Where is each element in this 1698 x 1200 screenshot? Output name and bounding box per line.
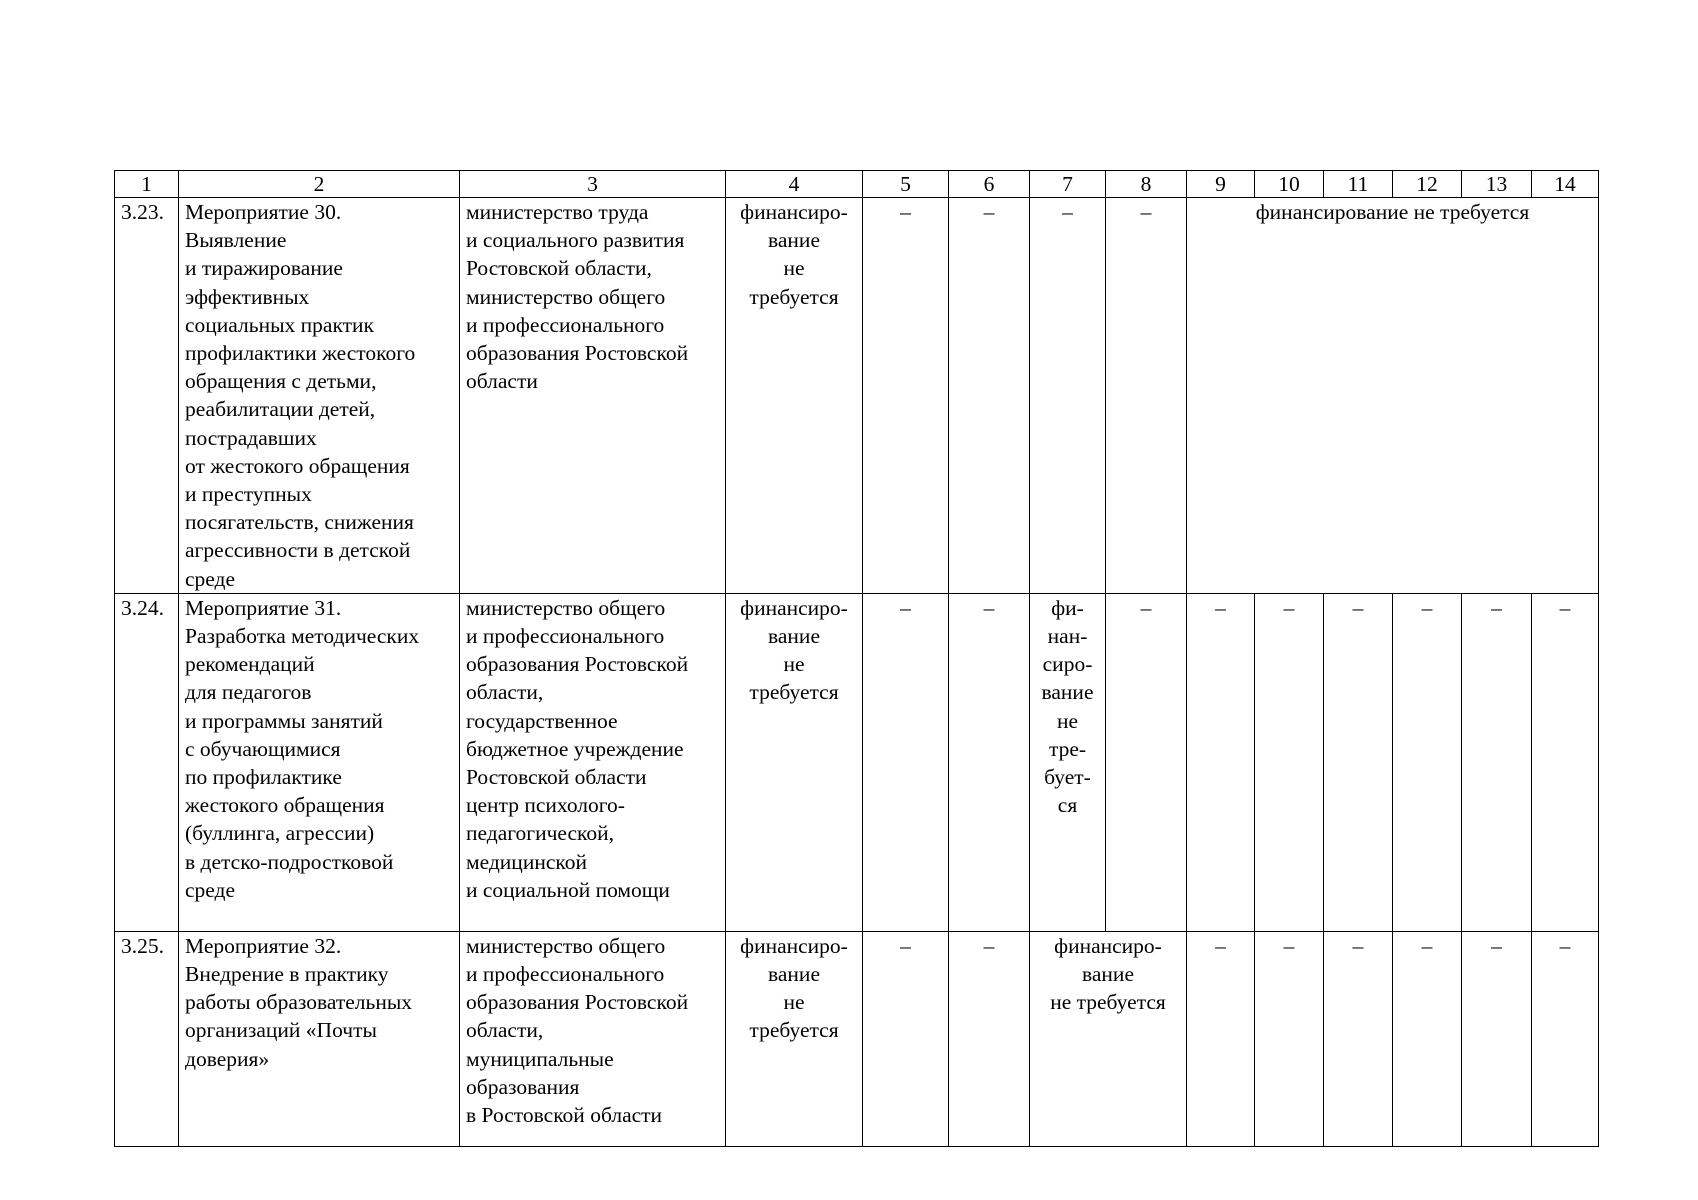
activity-name: Мероприятие 30. Выявление и тиражирование эффективных социальных практик профилактики жестокого обращения с детьми, реабилитации детей, пострадавших от жестокого обращения и преступных посягательств, снижения агрессивности в детской среде bbox=[179, 198, 460, 594]
dash-cell: – bbox=[863, 198, 949, 594]
dash-cell: – bbox=[1532, 593, 1599, 931]
funding-cell: финансиро- вание не требуется bbox=[726, 593, 863, 931]
column-number-header: 2 bbox=[179, 171, 460, 198]
column-number-header: 14 bbox=[1532, 171, 1599, 198]
dash-cell: – bbox=[949, 198, 1030, 594]
activity-name: Мероприятие 31. Разработка методических рекомендаций для педагогов и программы занятий с обучающимися по профилактике жестокого обращения (буллинга, агрессии) в детско-подростковой среде bbox=[179, 593, 460, 931]
dash-cell: – bbox=[1324, 593, 1393, 931]
dash-cell: – bbox=[1462, 593, 1532, 931]
dash-cell: – bbox=[1187, 931, 1255, 1146]
executor-cell: министерство общего и профессионального образования Ростовской области, государственное бюджетное учреждение Ростовской области центр психолого- педагогической, медицинской и социальной помощи bbox=[460, 593, 726, 931]
merged-funding-cell: финансирование не требуется bbox=[1187, 198, 1599, 594]
dash-cell: – bbox=[1324, 931, 1393, 1146]
column-number-header: 11 bbox=[1324, 171, 1393, 198]
dash-cell: – bbox=[1255, 593, 1324, 931]
dash-cell: – bbox=[1462, 931, 1532, 1146]
document-page bbox=[114, 170, 1599, 1147]
activity-name: Мероприятие 32. Внедрение в практику работы образовательных организаций «Почты доверия» bbox=[179, 931, 460, 1146]
funding-cell: финансиро- вание не требуется bbox=[726, 198, 863, 594]
merged-funding-cell: финансиро- вание не требуется bbox=[1030, 931, 1187, 1146]
table-row bbox=[115, 931, 1599, 1146]
column-number-header: 12 bbox=[1393, 171, 1462, 198]
dash-cell: – bbox=[949, 593, 1030, 931]
table-row bbox=[115, 593, 1599, 931]
column-number-header: 9 bbox=[1187, 171, 1255, 198]
funding-cell: фи- нан- сиро- вание не тре- бует- ся bbox=[1030, 593, 1106, 931]
column-number-header: 4 bbox=[726, 171, 863, 198]
table-row bbox=[115, 198, 1599, 594]
dash-cell: – bbox=[1106, 593, 1187, 931]
executor-cell: министерство общего и профессионального образования Ростовской области, муниципальные образования в Ростовской области bbox=[460, 931, 726, 1146]
dash-cell: – bbox=[1187, 593, 1255, 931]
dash-cell: – bbox=[1030, 198, 1106, 594]
row-number: 3.24. bbox=[115, 593, 179, 931]
dash-cell: – bbox=[863, 931, 949, 1146]
row-number: 3.23. bbox=[115, 198, 179, 594]
funding-cell: финансиро- вание не требуется bbox=[726, 931, 863, 1146]
column-numbers-row bbox=[115, 171, 1599, 198]
column-number-header: 6 bbox=[949, 171, 1030, 198]
column-number-header: 5 bbox=[863, 171, 949, 198]
dash-cell: – bbox=[1532, 931, 1599, 1146]
column-number-header: 13 bbox=[1462, 171, 1532, 198]
dash-cell: – bbox=[1393, 593, 1462, 931]
column-number-header: 1 bbox=[115, 171, 179, 198]
column-number-header: 7 bbox=[1030, 171, 1106, 198]
dash-cell: – bbox=[1393, 931, 1462, 1146]
dash-cell: – bbox=[1255, 931, 1324, 1146]
executor-cell: министерство труда и социального развития Ростовской области, министерство общего и профессионального образования Ростовской области bbox=[460, 198, 726, 594]
dash-cell: – bbox=[949, 931, 1030, 1146]
row-number: 3.25. bbox=[115, 931, 179, 1146]
column-number-header: 8 bbox=[1106, 171, 1187, 198]
column-number-header: 3 bbox=[460, 171, 726, 198]
dash-cell: – bbox=[863, 593, 949, 931]
column-number-header: 10 bbox=[1255, 171, 1324, 198]
program-activities-table bbox=[114, 170, 1599, 1147]
dash-cell: – bbox=[1106, 198, 1187, 594]
